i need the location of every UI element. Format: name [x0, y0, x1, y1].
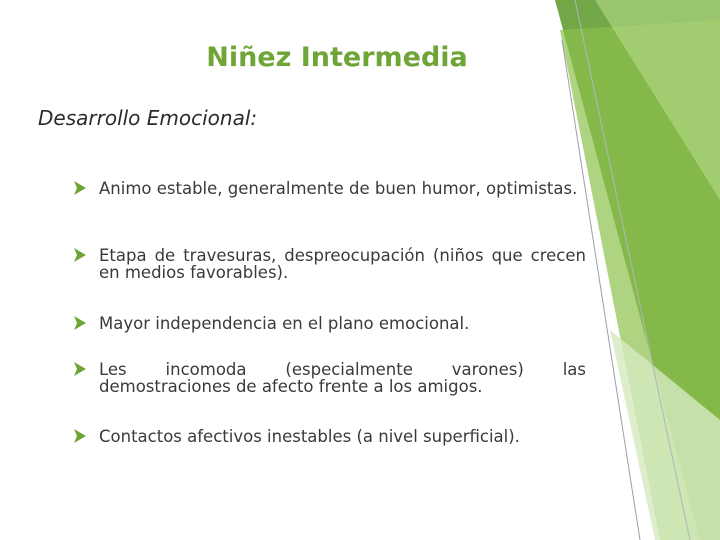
arrowhead-bullet-icon — [72, 248, 86, 262]
bullet-text: Contactos afectivos inestables (a nivel superficial). — [99, 427, 520, 446]
arrowhead-bullet-icon — [72, 362, 86, 376]
bullet-text: Mayor independencia en el plano emocional. — [99, 314, 470, 333]
arrowhead-bullet-icon — [72, 181, 86, 195]
bullet-text: Animo estable, generalmente de buen humor, optimistas. — [99, 179, 578, 198]
bullet-text: Etapa de travesuras, despreocupación (niños que crecen en medios favorables). — [99, 246, 586, 282]
arrowhead-bullet-icon — [72, 316, 86, 330]
bullet-text: Les incomoda (especialmente varones) las demostraciones de afecto frente a los amigos. — [99, 360, 586, 396]
arrowhead-bullet-icon — [72, 429, 86, 443]
slide-title: Niñez Intermedia — [206, 42, 468, 73]
section-subtitle: Desarrollo Emocional: — [38, 106, 258, 130]
